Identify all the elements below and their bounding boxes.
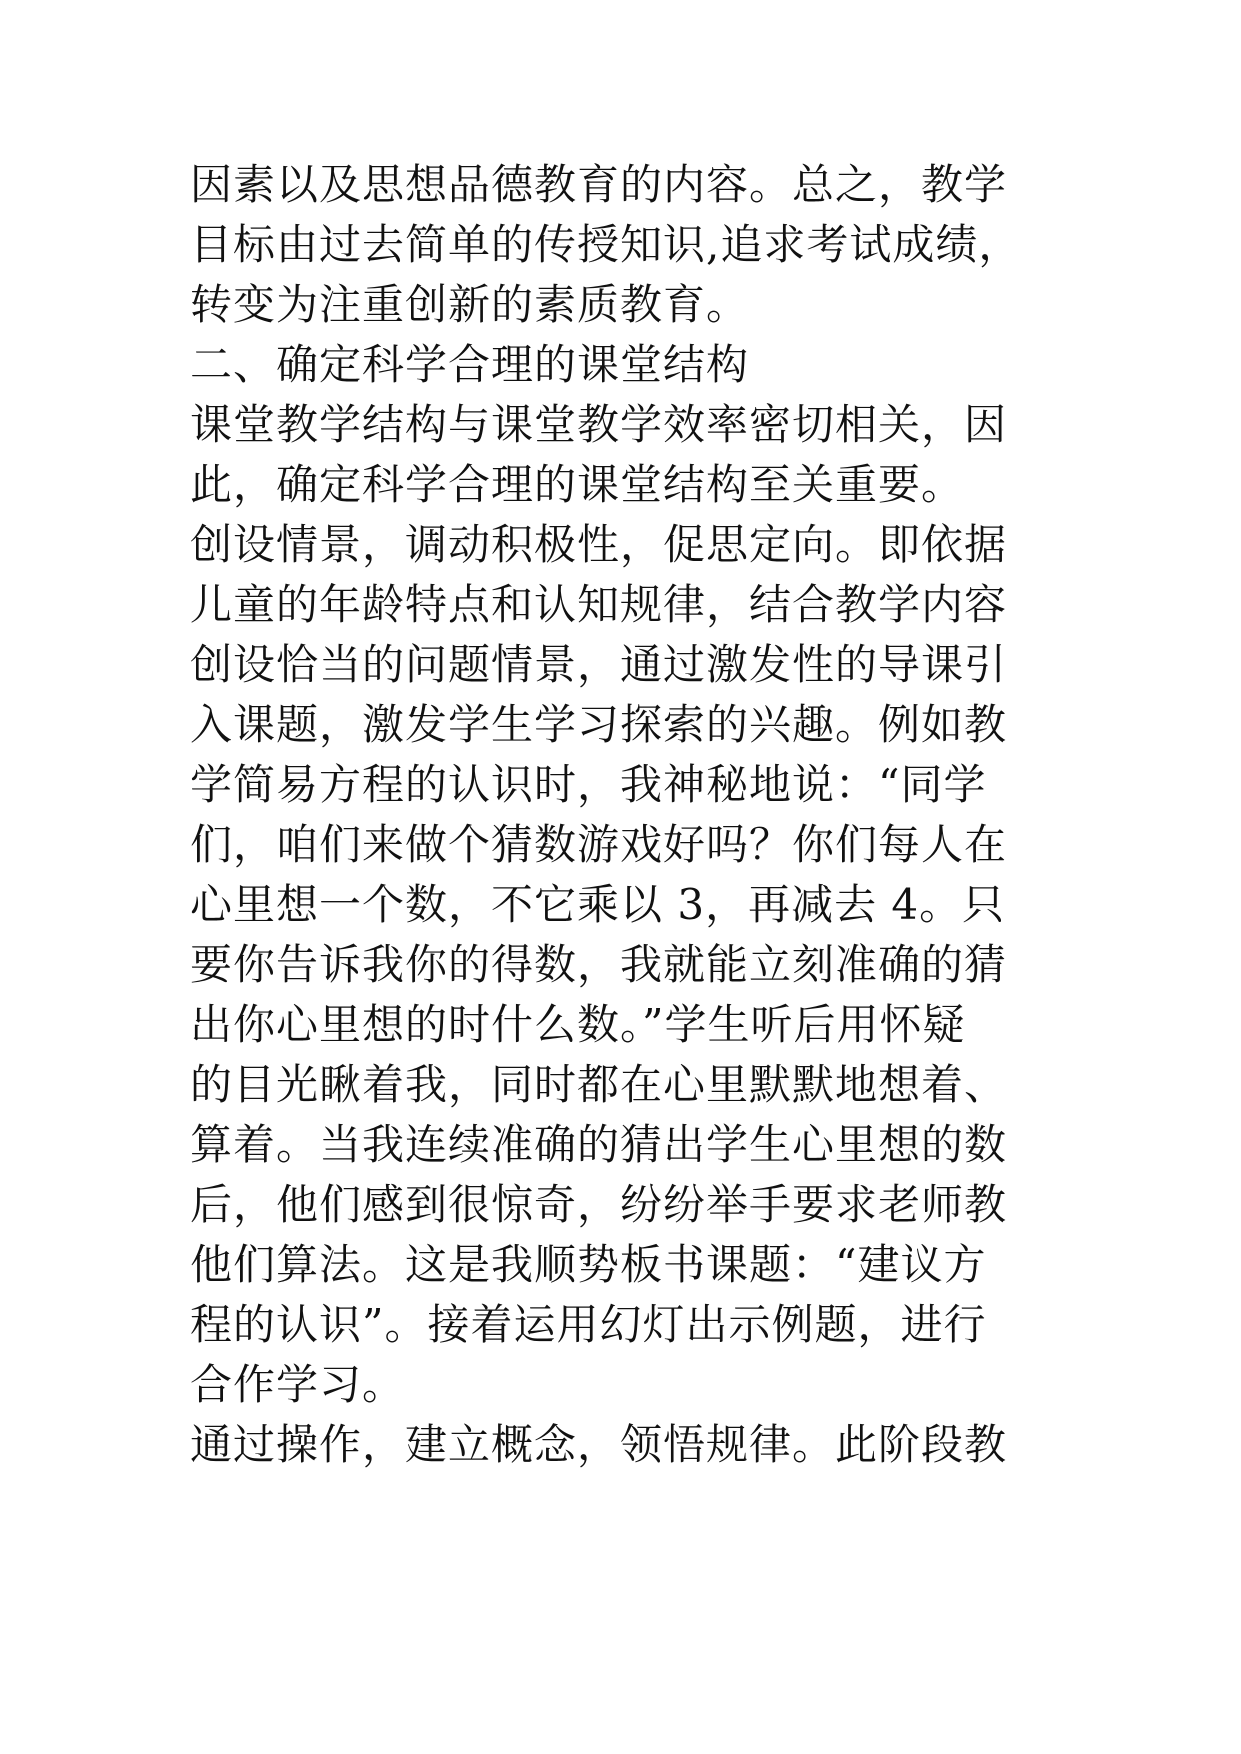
text-line: 他们算法。这是我顺势板书课题：“建议方 xyxy=(190,1240,987,1289)
text-line: 通过操作，建立概念，领悟规律。此阶段教 xyxy=(190,1420,1008,1469)
text-line: 出你心里想的时什么数。”学生听后用怀疑 xyxy=(190,1000,966,1049)
text-line: 创设情景，调动积极性，促思定向。即依据 xyxy=(190,520,1008,569)
text-line: 合作学习。 xyxy=(190,1360,406,1409)
text-line: 目标由过去简单的传授知识,追求考试成绩， xyxy=(190,220,1022,269)
text-line: 课堂教学结构与课堂教学效率密切相关，因 xyxy=(190,400,1008,449)
text-line: 入课题，激发学生学习探索的兴趣。例如教 xyxy=(190,700,1008,749)
text-line: 算着。当我连续准确的猜出学生心里想的数 xyxy=(190,1120,1008,1169)
body-text xyxy=(190,155,1190,1475)
text-line: 学简易方程的认识时，我神秘地说：“同学 xyxy=(190,760,987,809)
text-line: 儿童的年龄特点和认知规律，结合教学内容 xyxy=(190,580,1008,629)
text-line: 程的认识”。接着运用幻灯出示例题，进行 xyxy=(190,1300,987,1349)
text-line: 们，咱们来做个猜数游戏好吗？你们每人在 xyxy=(190,820,1008,869)
text-line: 转变为注重创新的素质教育。 xyxy=(190,280,750,329)
text-line: 的目光瞅着我，同时都在心里默默地想着、 xyxy=(190,1060,1008,1109)
text-line: 此，确定科学合理的课堂结构至关重要。 xyxy=(190,460,965,509)
section-heading: 二、确定科学合理的课堂结构 xyxy=(190,340,750,389)
text-line: 因素以及思想品德教育的内容。总之，教学 xyxy=(190,160,1008,209)
text-line: 要你告诉我你的得数，我就能立刻准确的猜 xyxy=(190,940,1008,989)
text-line: 创设恰当的问题情景，通过激发性的导课引 xyxy=(190,640,1008,689)
text-line: 后，他们感到很惊奇，纷纷举手要求老师教 xyxy=(190,1180,1008,1229)
text-line: 心里想一个数，不它乘以 3，再减去 4。只 xyxy=(190,880,1006,929)
